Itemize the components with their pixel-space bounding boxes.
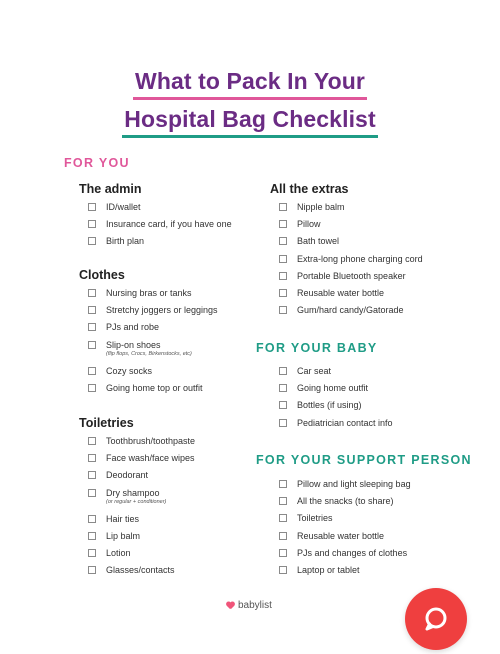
chat-bubble-icon	[421, 604, 451, 634]
list-item[interactable]: Nipple balm	[270, 202, 470, 219]
checkbox[interactable]	[279, 401, 287, 409]
checkbox[interactable]	[88, 384, 96, 392]
list-item[interactable]: Going home outfit	[270, 383, 470, 400]
checkbox[interactable]	[279, 532, 287, 540]
checkbox[interactable]	[279, 419, 287, 427]
list-item[interactable]: All the snacks (to share)	[270, 496, 470, 513]
list-item[interactable]: Toothbrush/toothpaste	[79, 436, 259, 453]
list-item[interactable]: Nursing bras or tanks	[79, 288, 259, 305]
list-item[interactable]: Pediatrician contact info	[270, 418, 470, 435]
checkbox[interactable]	[88, 515, 96, 523]
title-line-2: Hospital Bag Checklist	[122, 104, 377, 138]
list-item[interactable]: Dry shampoo (or regular + conditioner)	[79, 488, 259, 514]
group-clothes	[79, 268, 259, 400]
checkbox[interactable]	[279, 497, 287, 505]
group-title-toiletries: Toiletries	[79, 416, 134, 430]
list-item[interactable]: PJs and robe	[79, 322, 259, 339]
checkbox[interactable]	[88, 203, 96, 211]
list-item[interactable]: Bottles (if using)	[270, 400, 470, 417]
checkbox[interactable]	[88, 549, 96, 557]
checkbox[interactable]	[279, 384, 287, 392]
checkbox[interactable]	[279, 367, 287, 375]
group-admin	[79, 182, 259, 254]
item-note: (or regular + conditioner)	[106, 498, 167, 505]
list-item[interactable]: PJs and changes of clothes	[270, 548, 470, 565]
checkbox[interactable]	[279, 203, 287, 211]
item-note: (flip flops, Crocs, Birkenstocks, etc)	[106, 350, 192, 357]
list-item[interactable]: Car seat	[270, 366, 470, 383]
group-toiletries	[79, 416, 259, 582]
checkbox[interactable]	[88, 323, 96, 331]
checkbox[interactable]	[88, 566, 96, 574]
list-item[interactable]: Going home top or outfit	[79, 383, 259, 400]
checkbox[interactable]	[279, 237, 287, 245]
group-title-admin: The admin	[79, 182, 142, 196]
checkbox[interactable]	[279, 272, 287, 280]
list-item[interactable]: Stretchy joggers or leggings	[79, 305, 259, 322]
group-baby	[270, 366, 470, 435]
list-item[interactable]: Lotion	[79, 548, 259, 565]
checkbox[interactable]	[279, 480, 287, 488]
list-item[interactable]: Deodorant	[79, 470, 259, 487]
checkbox[interactable]	[88, 220, 96, 228]
checkbox[interactable]	[88, 306, 96, 314]
babylist-logo	[226, 600, 272, 611]
checkbox[interactable]	[88, 237, 96, 245]
list-item[interactable]: Pillow	[270, 219, 470, 236]
list-item[interactable]: ID/wallet	[79, 202, 259, 219]
list-item[interactable]: Extra-long phone charging cord	[270, 254, 470, 271]
group-title-clothes: Clothes	[79, 268, 125, 282]
checkbox[interactable]	[279, 549, 287, 557]
list-item[interactable]: Portable Bluetooth speaker	[270, 271, 470, 288]
list-item[interactable]: Birth plan	[79, 236, 259, 253]
list-item[interactable]: Slip-on shoes (flip flops, Crocs, Birkenstocks, etc)	[79, 340, 259, 366]
group-title-extras: All the extras	[270, 182, 349, 196]
brand-name: babylist	[238, 600, 272, 611]
checkbox[interactable]	[88, 532, 96, 540]
list-item[interactable]: Pillow and light sleeping bag	[270, 479, 470, 496]
checkbox[interactable]	[279, 566, 287, 574]
list-item[interactable]: Cozy socks	[79, 366, 259, 383]
chat-button[interactable]	[405, 588, 467, 650]
list-item[interactable]: Toiletries	[270, 513, 470, 530]
group-support	[270, 479, 470, 582]
checkbox[interactable]	[279, 220, 287, 228]
page-title	[0, 66, 500, 138]
checkbox[interactable]	[88, 489, 96, 497]
checkbox[interactable]	[279, 289, 287, 297]
section-for-your-baby: FOR YOUR BABY	[256, 341, 378, 355]
list-item[interactable]: Laptop or tablet	[270, 565, 470, 582]
list-item[interactable]: Glasses/contacts	[79, 565, 259, 582]
section-for-you: FOR YOU	[64, 156, 130, 170]
list-item[interactable]: Face wash/face wipes	[79, 453, 259, 470]
list-item[interactable]: Bath towel	[270, 236, 470, 253]
section-for-your-support-person: FOR YOUR SUPPORT PERSON	[256, 453, 472, 467]
heart-icon	[226, 602, 235, 610]
checkbox[interactable]	[88, 471, 96, 479]
list-item[interactable]: Gum/hard candy/Gatorade	[270, 305, 470, 322]
checkbox[interactable]	[279, 255, 287, 263]
checkbox[interactable]	[88, 341, 96, 349]
checkbox[interactable]	[88, 437, 96, 445]
group-extras	[270, 182, 470, 322]
checkbox[interactable]	[88, 367, 96, 375]
checkbox[interactable]	[279, 514, 287, 522]
checkbox[interactable]	[279, 306, 287, 314]
list-item[interactable]: Hair ties	[79, 514, 259, 531]
checkbox[interactable]	[88, 454, 96, 462]
list-item[interactable]: Lip balm	[79, 531, 259, 548]
title-line-1: What to Pack In Your	[133, 66, 367, 100]
list-item[interactable]: Reusable water bottle	[270, 288, 470, 305]
checkbox[interactable]	[88, 289, 96, 297]
list-item[interactable]: Reusable water bottle	[270, 531, 470, 548]
list-item[interactable]: Insurance card, if you have one	[79, 219, 259, 236]
